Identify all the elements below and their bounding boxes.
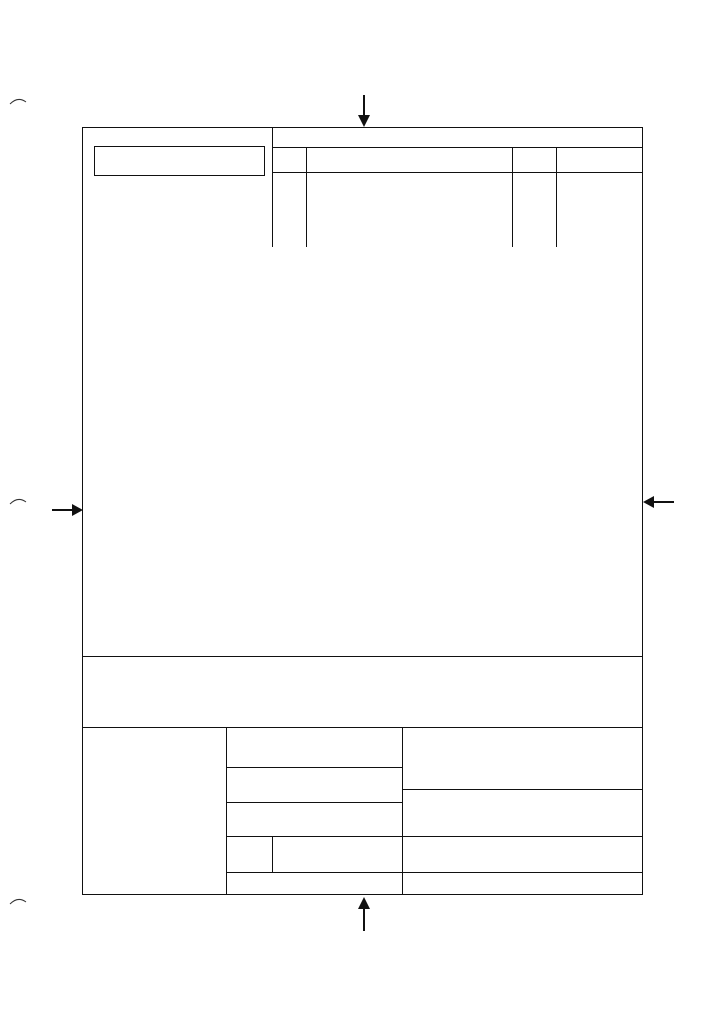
agency-divider: [226, 727, 227, 895]
bottom-center-arrow: [356, 895, 372, 931]
approved-col-line: [556, 147, 557, 247]
top-center-arrow: [356, 95, 372, 129]
date-col-line: [512, 147, 513, 247]
punch-mark-middle: [8, 496, 28, 506]
rev-table-bottom: [82, 727, 643, 728]
revisions-divider: [272, 147, 643, 148]
ltr-col-line: [306, 147, 307, 247]
right-side-arrow: [642, 494, 674, 510]
punch-mark-bottom: [8, 896, 28, 906]
revisions-header-divider: [272, 172, 643, 173]
military-divider: [402, 789, 643, 790]
rev-row-top: [226, 872, 643, 873]
drawing-frame: [82, 127, 643, 895]
signoff-divider: [402, 727, 403, 895]
rev-table-top: [82, 656, 643, 657]
checked-bottom: [226, 802, 402, 803]
size-row-top: [226, 836, 643, 837]
revisions-left-border: [272, 127, 273, 247]
punch-mark-top: [8, 96, 28, 106]
size-divider: [272, 836, 273, 872]
left-side-arrow: [52, 502, 84, 518]
prepared-bottom: [226, 767, 402, 768]
inactive-note: [95, 147, 264, 149]
inactive-note-box: [94, 146, 265, 176]
